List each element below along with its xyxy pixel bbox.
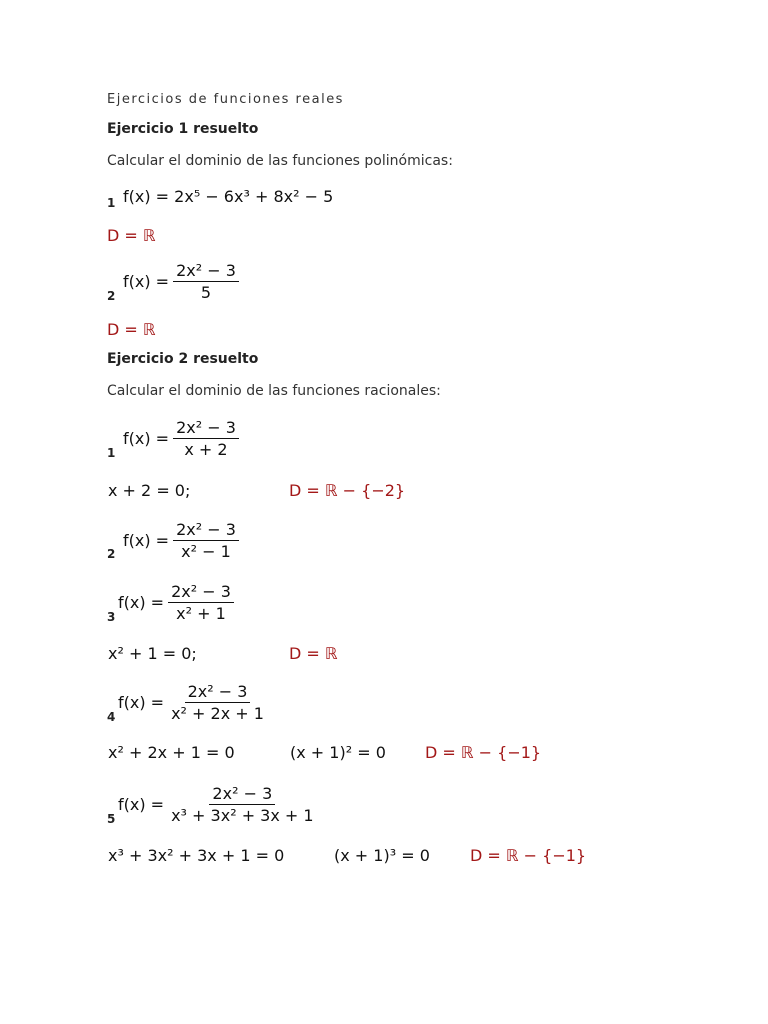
function-lhs: f(x) = <box>118 693 165 712</box>
denominator-equation: x³ + 3x² + 3x + 1 = 0 <box>108 846 285 865</box>
numerator: 2x² − 3 <box>209 784 275 805</box>
function-lhs: f(x) = <box>123 531 170 550</box>
numerator: 2x² − 3 <box>173 520 239 541</box>
fraction <box>173 520 239 561</box>
denominator: x² − 1 <box>181 542 231 561</box>
numerator: 2x² − 3 <box>185 682 251 703</box>
polynomial-function: f(x) = 2x⁵ − 6x³ + 8x² − 5 <box>123 187 334 206</box>
exercise-1-intro: Calcular el dominio de las funciones polinómicas: <box>107 153 453 169</box>
item-number: 2 <box>107 547 116 561</box>
function-lhs: f(x) = <box>118 593 165 612</box>
numerator: 2x² − 3 <box>173 418 239 439</box>
denominator-equation: x + 2 = 0; <box>108 481 191 500</box>
item-number: 4 <box>107 710 116 724</box>
fraction <box>173 261 239 302</box>
denominator-equation: x² + 1 = 0; <box>108 644 197 663</box>
numerator: 2x² − 3 <box>168 582 234 603</box>
fraction <box>168 682 267 723</box>
denominator: x² + 2x + 1 <box>171 704 264 723</box>
exercise-2-intro: Calcular el dominio de las funciones racionales: <box>107 383 441 399</box>
function-lhs: f(x) = <box>123 429 170 448</box>
factored-equation: (x + 1)³ = 0 <box>334 846 430 865</box>
exercise-1-heading: Ejercicio 1 resuelto <box>107 121 259 137</box>
item-number: 5 <box>107 812 116 826</box>
domain-answer: D = ℝ <box>107 226 156 245</box>
domain-answer: D = ℝ <box>107 320 156 339</box>
item-number: 2 <box>107 289 116 303</box>
domain-answer: D = ℝ − {−1} <box>470 846 587 865</box>
fraction <box>168 784 317 825</box>
rational-function <box>118 784 317 825</box>
numerator: 2x² − 3 <box>173 261 239 282</box>
item-number: 3 <box>107 610 116 624</box>
denominator: x³ + 3x² + 3x + 1 <box>171 806 314 825</box>
item-number: 1 <box>107 446 116 460</box>
fraction <box>168 582 234 623</box>
rational-function <box>118 582 234 623</box>
denominator: 5 <box>200 283 212 302</box>
function-lhs: f(x) = <box>123 272 170 291</box>
fraction-function <box>123 261 239 302</box>
domain-answer: D = ℝ − {−2} <box>289 481 406 500</box>
rational-function <box>123 418 239 459</box>
denominator: x² + 1 <box>176 604 226 623</box>
factored-equation: (x + 1)² = 0 <box>290 743 386 762</box>
function-lhs: f(x) = <box>118 795 165 814</box>
denominator: x + 2 <box>184 440 228 459</box>
exercise-2-heading: Ejercicio 2 resuelto <box>107 351 259 367</box>
rational-function <box>123 520 239 561</box>
rational-function <box>118 682 267 723</box>
domain-answer: D = ℝ − {−1} <box>425 743 542 762</box>
item-number: 1 <box>107 196 116 210</box>
document-title: Ejercicios de funciones reales <box>107 92 344 107</box>
domain-answer: D = ℝ <box>289 644 338 663</box>
fraction <box>173 418 239 459</box>
denominator-equation: x² + 2x + 1 = 0 <box>108 743 235 762</box>
